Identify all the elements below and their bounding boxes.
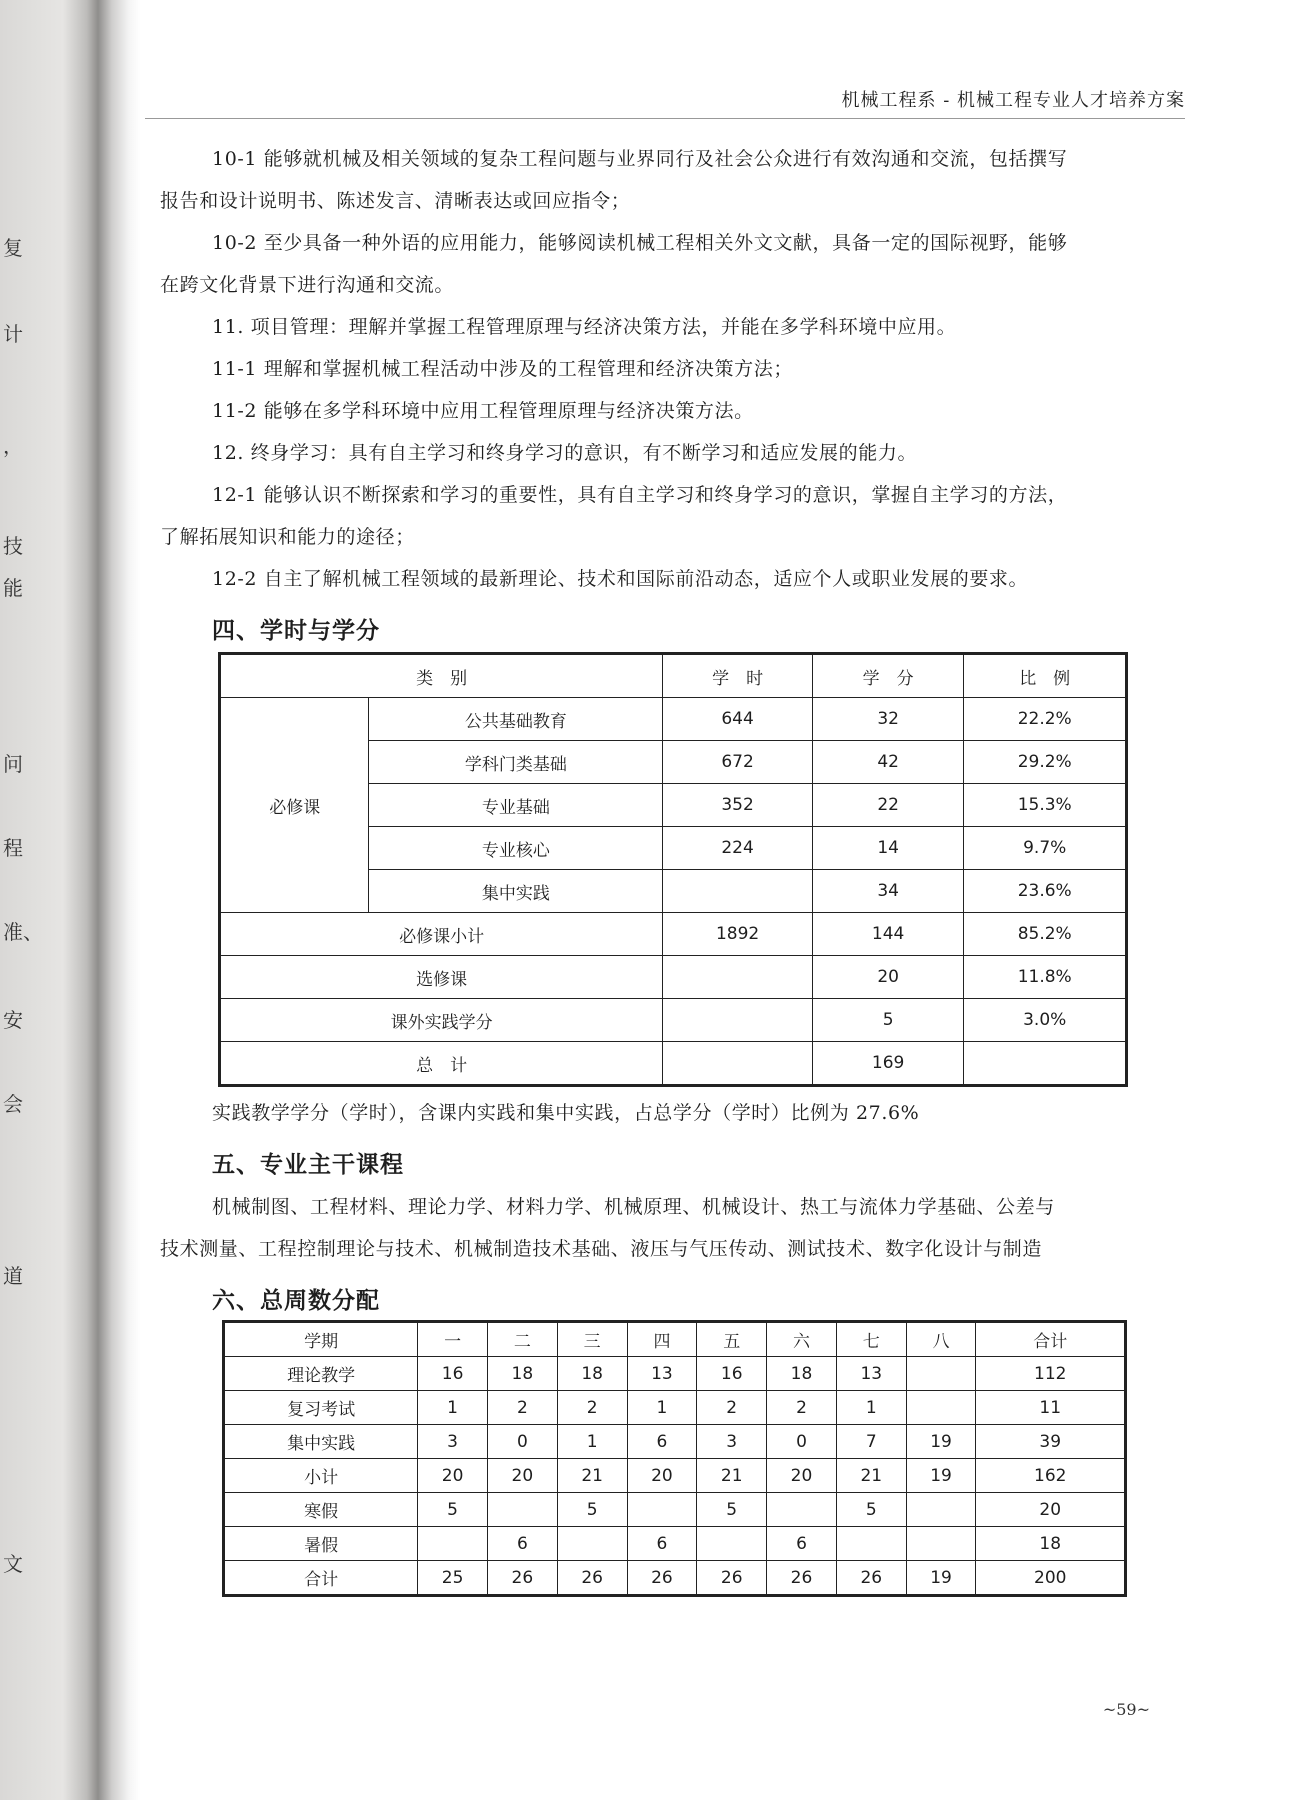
core-courses-line-1: 机械制图、工程材料、理论力学、材料力学、机械原理、机械设计、热工与流体力学基础、公差与 bbox=[212, 1196, 1055, 1218]
row-ratio: 85.2% bbox=[964, 913, 1127, 956]
paragraph-11: 11. 项目管理：理解并掌握工程管理原理与经济决策方法，并能在多学科环境中应用。 bbox=[212, 316, 957, 338]
table-cell: 13 bbox=[627, 1357, 697, 1391]
table-cell: 13 bbox=[836, 1357, 906, 1391]
paragraph-10-1: 10-1 能够就机械及相关领域的复杂工程问题与业界同行及社会公众进行有效沟通和交流，包括撰写 bbox=[212, 148, 1068, 170]
section-6-heading: 六、总周数分配 bbox=[212, 1288, 380, 1314]
row-ratio: 9.7% bbox=[964, 827, 1127, 870]
row-credits: 22 bbox=[812, 784, 964, 827]
row-ratio: 29.2% bbox=[964, 741, 1127, 784]
margin-char: 程 bbox=[3, 836, 23, 860]
row-hours bbox=[663, 870, 813, 913]
paragraph-11-2: 11-2 能够在多学科环境中应用工程管理原理与经济决策方法。 bbox=[212, 400, 754, 422]
row-credits: 32 bbox=[812, 698, 964, 741]
paragraph-12-2: 12-2 自主了解机械工程领域的最新理论、技术和国际前沿动态，适应个人或职业发展的要求。 bbox=[212, 568, 1029, 590]
row-name: 学科门类基础 bbox=[369, 741, 663, 784]
table-cell: 20 bbox=[767, 1459, 837, 1493]
table-cell: 16 bbox=[418, 1357, 488, 1391]
paragraph-11-1: 11-1 理解和掌握机械工程活动中涉及的工程管理和经济决策方法； bbox=[212, 358, 793, 380]
table-cell: 1 bbox=[836, 1391, 906, 1425]
table-cell: 0 bbox=[767, 1425, 837, 1459]
table-row bbox=[224, 1561, 1126, 1596]
margin-char: 道 bbox=[3, 1264, 23, 1288]
col-header-credits: 学 分 bbox=[812, 654, 964, 698]
col-header: 合计 bbox=[976, 1322, 1126, 1357]
row-credits: 20 bbox=[812, 956, 964, 999]
paragraph-12-1-cont: 了解拓展知识和能力的途径； bbox=[160, 526, 415, 548]
paragraph-12-1: 12-1 能够认识不断探索和学习的重要性，具有自主学习和终身学习的意识，掌握自主学习的方法， bbox=[212, 484, 1068, 506]
paragraph-10-1-cont: 报告和设计说明书、陈述发言、清晰表达或回应指令； bbox=[160, 190, 631, 212]
table-cell: 39 bbox=[976, 1425, 1126, 1459]
table-cell: 5 bbox=[697, 1493, 767, 1527]
row-hours bbox=[663, 956, 813, 999]
table-cell: 19 bbox=[906, 1459, 976, 1493]
row-name: 课外实践学分 bbox=[220, 999, 663, 1042]
section-5-heading: 五、专业主干课程 bbox=[212, 1152, 404, 1178]
row-credits: 144 bbox=[812, 913, 964, 956]
paragraph-12: 12. 终身学习：具有自主学习和终身学习的意识，有不断学习和适应发展的能力。 bbox=[212, 442, 918, 464]
table-cell bbox=[418, 1527, 488, 1561]
table-cell: 21 bbox=[697, 1459, 767, 1493]
col-header-ratio: 比 例 bbox=[964, 654, 1127, 698]
col-header-category: 类 别 bbox=[220, 654, 663, 698]
table-cell: 16 bbox=[697, 1357, 767, 1391]
section-4-heading: 四、学时与学分 bbox=[212, 618, 380, 644]
table-cell: 162 bbox=[976, 1459, 1126, 1493]
required-courses-label: 必修课 bbox=[220, 698, 369, 913]
weeks-table bbox=[222, 1320, 1127, 1597]
table-cell bbox=[906, 1357, 976, 1391]
row-label: 合计 bbox=[224, 1561, 418, 1596]
paragraph-10-2-cont: 在跨文化背景下进行沟通和交流。 bbox=[160, 274, 455, 296]
row-name: 专业基础 bbox=[369, 784, 663, 827]
col-header: 一 bbox=[418, 1322, 488, 1357]
col-header: 六 bbox=[767, 1322, 837, 1357]
table-cell: 26 bbox=[487, 1561, 557, 1596]
table-cell: 6 bbox=[627, 1527, 697, 1561]
paragraph-10-2: 10-2 至少具备一种外语的应用能力，能够阅读机械工程相关外文文献，具备一定的国际视野，能够 bbox=[212, 232, 1068, 254]
table-cell bbox=[906, 1527, 976, 1561]
table-cell: 6 bbox=[627, 1425, 697, 1459]
row-hours: 352 bbox=[663, 784, 813, 827]
core-courses-line-2: 技术测量、工程控制理论与技术、机械制造技术基础、液压与气压传动、测试技术、数字化设计与制造 bbox=[160, 1238, 1043, 1260]
row-label: 理论教学 bbox=[224, 1357, 418, 1391]
row-label: 集中实践 bbox=[224, 1425, 418, 1459]
table-cell: 1 bbox=[418, 1391, 488, 1425]
row-credits: 169 bbox=[812, 1042, 964, 1086]
table-cell bbox=[836, 1527, 906, 1561]
table-cell: 5 bbox=[557, 1493, 627, 1527]
practice-ratio-note: 实践教学学分（学时），含课内实践和集中实践，占总学分（学时）比例为 27.6% bbox=[212, 1102, 920, 1124]
table-cell: 21 bbox=[836, 1459, 906, 1493]
table-cell: 1 bbox=[627, 1391, 697, 1425]
table-cell: 25 bbox=[418, 1561, 488, 1596]
table-cell: 1 bbox=[557, 1425, 627, 1459]
row-ratio: 11.8% bbox=[964, 956, 1127, 999]
margin-char: 计 bbox=[3, 322, 23, 346]
row-name: 选修课 bbox=[220, 956, 663, 999]
row-ratio: 22.2% bbox=[964, 698, 1127, 741]
table-row bbox=[220, 956, 1127, 999]
row-name: 总 计 bbox=[220, 1042, 663, 1086]
row-name: 集中实践 bbox=[369, 870, 663, 913]
table-header-row bbox=[224, 1322, 1126, 1357]
table-cell: 26 bbox=[557, 1561, 627, 1596]
margin-char: ， bbox=[3, 434, 23, 458]
col-header: 四 bbox=[627, 1322, 697, 1357]
page-header: 机械工程系 - 机械工程专业人才培养方案 bbox=[145, 86, 1185, 119]
margin-char: 准、 bbox=[3, 920, 43, 944]
table-cell bbox=[557, 1527, 627, 1561]
table-cell: 3 bbox=[418, 1425, 488, 1459]
table-cell: 3 bbox=[697, 1425, 767, 1459]
table-cell: 19 bbox=[906, 1425, 976, 1459]
margin-char: 文 bbox=[3, 1552, 23, 1576]
row-credits: 5 bbox=[812, 999, 964, 1042]
table-cell: 26 bbox=[697, 1561, 767, 1596]
table-cell: 20 bbox=[418, 1459, 488, 1493]
row-ratio: 15.3% bbox=[964, 784, 1127, 827]
table-cell: 21 bbox=[557, 1459, 627, 1493]
table-cell bbox=[906, 1493, 976, 1527]
row-label: 复习考试 bbox=[224, 1391, 418, 1425]
col-header-hours: 学 时 bbox=[663, 654, 813, 698]
row-hours: 224 bbox=[663, 827, 813, 870]
row-hours: 1892 bbox=[663, 913, 813, 956]
table-cell: 5 bbox=[418, 1493, 488, 1527]
row-hours: 672 bbox=[663, 741, 813, 784]
row-label: 寒假 bbox=[224, 1493, 418, 1527]
table-cell: 2 bbox=[487, 1391, 557, 1425]
table-cell bbox=[906, 1391, 976, 1425]
table-cell: 2 bbox=[557, 1391, 627, 1425]
margin-char: 能 bbox=[3, 576, 23, 600]
table-cell: 20 bbox=[976, 1493, 1126, 1527]
table-cell: 11 bbox=[976, 1391, 1126, 1425]
credits-table bbox=[218, 652, 1128, 1087]
table-row bbox=[224, 1493, 1126, 1527]
margin-char: 安 bbox=[3, 1008, 23, 1032]
table-cell: 18 bbox=[976, 1527, 1126, 1561]
table-row bbox=[220, 1042, 1127, 1086]
table-cell: 18 bbox=[557, 1357, 627, 1391]
table-cell bbox=[767, 1493, 837, 1527]
table-cell bbox=[627, 1493, 697, 1527]
table-row bbox=[224, 1357, 1126, 1391]
margin-char: 复 bbox=[3, 236, 23, 260]
row-ratio: 23.6% bbox=[964, 870, 1127, 913]
row-credits: 34 bbox=[812, 870, 964, 913]
row-label: 暑假 bbox=[224, 1527, 418, 1561]
table-cell: 2 bbox=[697, 1391, 767, 1425]
row-credits: 42 bbox=[812, 741, 964, 784]
table-cell: 18 bbox=[487, 1357, 557, 1391]
table-cell: 0 bbox=[487, 1425, 557, 1459]
col-header: 二 bbox=[487, 1322, 557, 1357]
table-cell: 112 bbox=[976, 1357, 1126, 1391]
margin-char: 技 bbox=[3, 534, 23, 558]
table-cell: 18 bbox=[767, 1357, 837, 1391]
table-cell bbox=[697, 1527, 767, 1561]
table-cell: 2 bbox=[767, 1391, 837, 1425]
table-cell: 19 bbox=[906, 1561, 976, 1596]
row-ratio: 3.0% bbox=[964, 999, 1127, 1042]
table-cell: 26 bbox=[627, 1561, 697, 1596]
row-ratio bbox=[964, 1042, 1127, 1086]
page-number: ~59~ bbox=[1102, 1700, 1150, 1719]
table-row bbox=[220, 999, 1127, 1042]
row-credits: 14 bbox=[812, 827, 964, 870]
row-name: 专业核心 bbox=[369, 827, 663, 870]
table-header-row bbox=[220, 654, 1127, 698]
table-cell: 5 bbox=[836, 1493, 906, 1527]
col-header: 七 bbox=[836, 1322, 906, 1357]
row-label: 小计 bbox=[224, 1459, 418, 1493]
row-name: 必修课小计 bbox=[220, 913, 663, 956]
col-header: 三 bbox=[557, 1322, 627, 1357]
margin-char: 问 bbox=[3, 752, 23, 776]
table-cell: 26 bbox=[767, 1561, 837, 1596]
table-cell: 6 bbox=[487, 1527, 557, 1561]
col-header: 八 bbox=[906, 1322, 976, 1357]
table-cell: 200 bbox=[976, 1561, 1126, 1596]
row-hours bbox=[663, 1042, 813, 1086]
table-cell: 20 bbox=[627, 1459, 697, 1493]
col-header: 学期 bbox=[224, 1322, 418, 1357]
margin-char: 会 bbox=[3, 1092, 23, 1116]
table-cell: 26 bbox=[836, 1561, 906, 1596]
table-cell: 7 bbox=[836, 1425, 906, 1459]
table-cell bbox=[487, 1493, 557, 1527]
table-row bbox=[224, 1459, 1126, 1493]
row-hours: 644 bbox=[663, 698, 813, 741]
table-row bbox=[224, 1391, 1126, 1425]
row-name: 公共基础教育 bbox=[369, 698, 663, 741]
col-header: 五 bbox=[697, 1322, 767, 1357]
table-row bbox=[220, 698, 1127, 741]
table-row bbox=[224, 1425, 1126, 1459]
table-cell: 20 bbox=[487, 1459, 557, 1493]
document-page bbox=[150, 0, 1260, 1800]
table-row bbox=[224, 1527, 1126, 1561]
table-cell: 6 bbox=[767, 1527, 837, 1561]
row-hours bbox=[663, 999, 813, 1042]
table-row bbox=[220, 913, 1127, 956]
previous-page-margin-text bbox=[0, 0, 43, 1800]
